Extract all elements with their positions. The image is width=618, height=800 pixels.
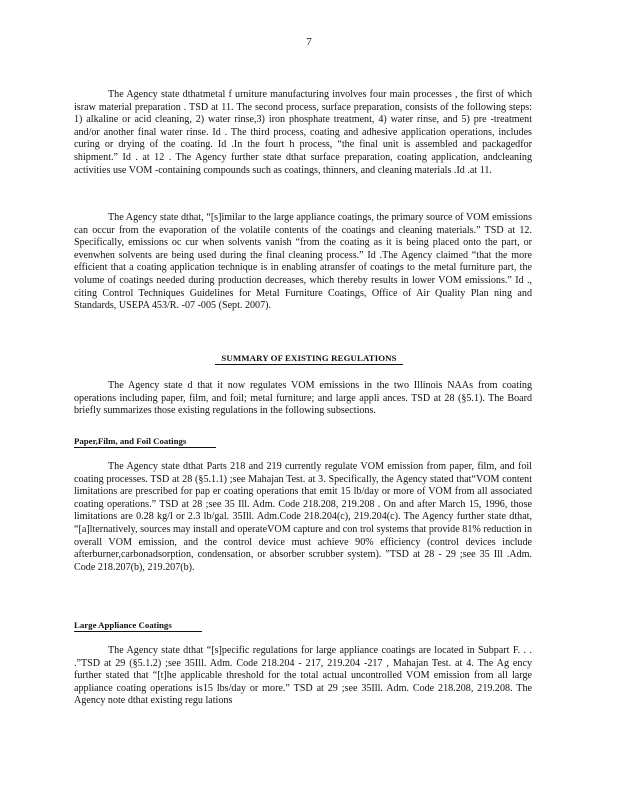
subheading-text: Large Appliance Coatings xyxy=(74,620,202,632)
paragraph-large-appliance-rules: The Agency state dthat “[s]pecific regulations for large appliance coatings are located in Subpart F. . . .”TSD at 29 (§5.1.2) ;see 35Ill. Adm. Code 218.204 - 217, 219.204 -217 , Mahajan Test. at 4. The Ag ency further stated that “[t]he applicable threshold for the total actual uncontrolled VOM emission from all large appliance coating operations is15 lbs/day or more.” TSD at 29 ;see 35Ill. Adm. Code 218.208, 219.208. The Agency note dthat existing regu lations xyxy=(74,645,532,707)
page-number: 7 xyxy=(306,36,312,48)
paragraph-metal-furniture-processes: The Agency state dthatmetal f urniture manufacturing involves four main processes , the first of which israw material preparation . TSD at 11. The second process, surface preparation, consists of the following steps: 1) alkaline or acid cleaning, 2) water rinse,3) iron phosphate treatment, 4) water rinse, and 5) pre -treatment and/or another final water rinse. Id . The third process, coating and adhesive application operations, includes curing or drying of the coating. Id .In the fourt h process, “the final unit is assembled and packagedfor shipment.” Id . at 12 . The Agency further state dthat surface preparation, coating application, andcleaning activities use VOM -containing compounds such as coatings, thinners, and cleaning materials .Id .at 11. xyxy=(74,89,532,176)
section-heading-summary xyxy=(0,353,618,365)
section-heading-text: SUMMARY OF EXISTING REGULATIONS xyxy=(215,353,402,365)
paragraph-paper-film-foil-rules: The Agency state dthat Parts 218 and 219 currently regulate VOM emission from paper, film, and foil coating processes. TSD at 28 (§5.1.1) ;see Mahajan Test. at 3. Specifically, the Agency stated that“VOM content limitations are prescribed for pap er coating operations that emit 15 lb/day or more of VOM from all associated coating operations.” TSD at 28 ;see 35 Ill. Adm. Code 218.208, 219.208 . On and after March 15, 1996, those limitations are 0.28 kg/l or 2.3 lb/gal. 35Ill. Adm.Code 218.204(c), 219.204(c). The Agency further state dthat, “[a]lternatively, sources may install and operateVOM capture and con trol systems that provide 81% reduction in overall VOM emission, and the control device must achieve 90% efficiency (control devices include afterburner,carbonadsorption, condensation, or absorber scrubber system). ”TSD at 28 - 29 ;see 35 Ill .Adm. Code 218.207(b), 219.207(b). xyxy=(74,461,532,573)
subheading-paper-film-foil xyxy=(74,436,216,448)
paragraph-voc-emission-sources: The Agency state dthat, “[s]imilar to the large appliance coatings, the primary source of VOM emissions can occur from the evaporation of the volatile contents of the coatings and cleaning materials.” TSD at 12. Specifically, emissions oc cur when solvents vanish “from the coating as it is being placed onto the part, or evenwhen solvents are being used during the final cleaning process.” Id .The Agency claimed “that the more efficient that a coating application technique is in enabling atransfer of coatings to the metal furniture part, the volume of coatings needed during production decreases, which thereby results in lower VOM emissions.” Id ., citing Control Techniques Guidelines for Metal Furniture Coatings, Office of Air Quality Plan ning and Standards, USEPA 453/R. -07 -005 (Sept. 2007). xyxy=(74,212,532,312)
subheading-large-appliance xyxy=(74,620,202,632)
paragraph-existing-regulations: The Agency state d that it now regulates VOM emissions in the two Illinois NAAs from coating operations including paper, film, and foil; metal furniture; and large appli ances. TSD at 28 (§5.1). The Board briefly summarizes those existing regulations in the following subsections. xyxy=(74,380,532,417)
subheading-text: Paper,Film, and Foil Coatings xyxy=(74,436,216,448)
